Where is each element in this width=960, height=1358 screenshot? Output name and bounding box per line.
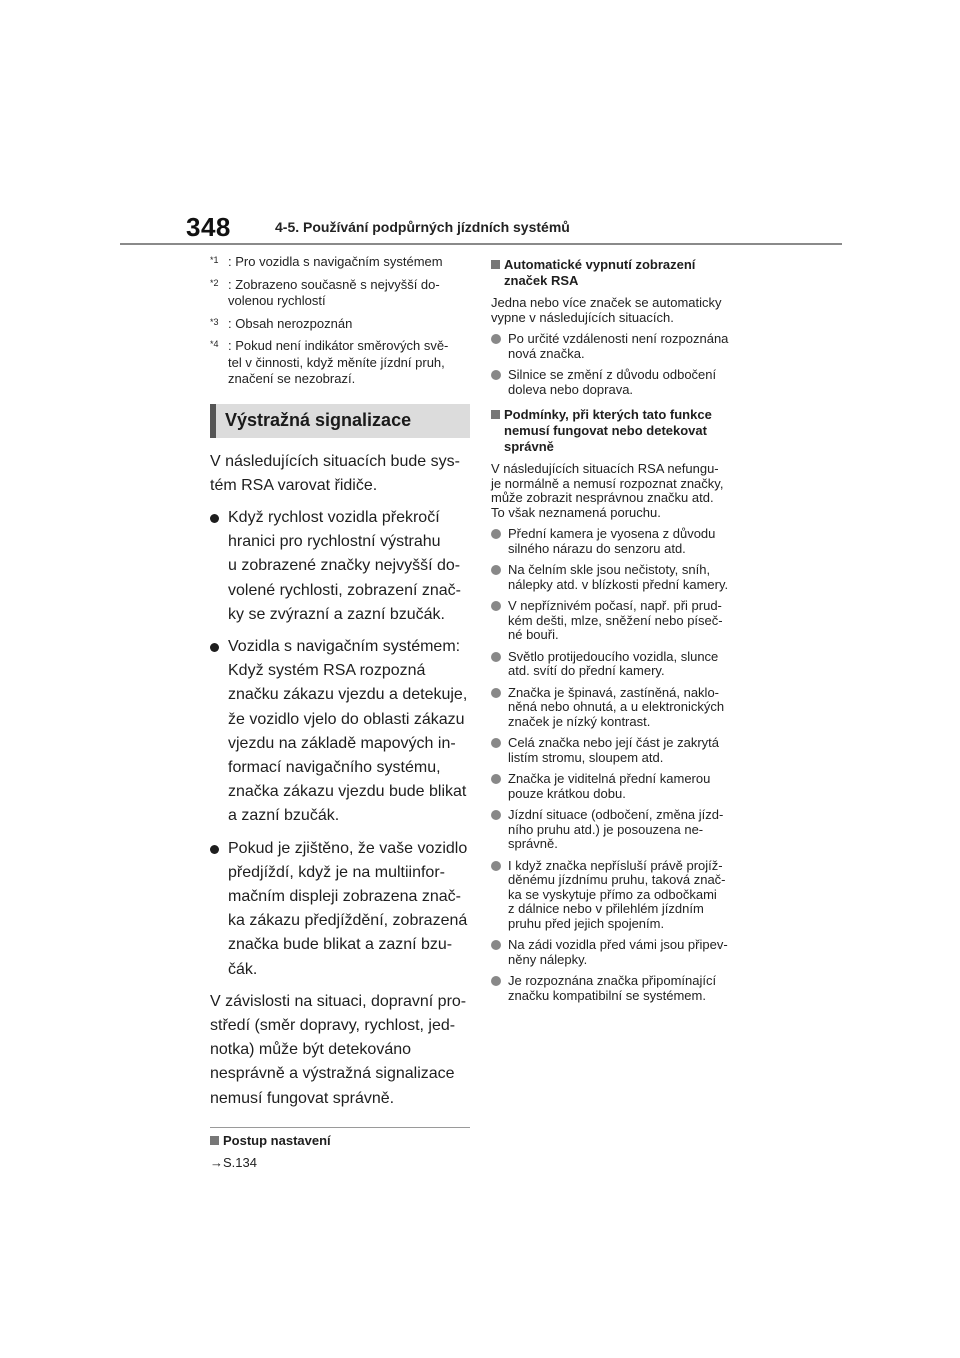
square-bullet-icon [491, 260, 500, 269]
setup-heading [210, 1133, 470, 1149]
page-reference[interactable]: S.134 [223, 1154, 257, 1170]
list-item-text: Jízdní situace (odbočení, změna jízd- ního pruhu atd.) je posouzena ne- správně. [508, 807, 724, 851]
list-item [491, 772, 753, 801]
bullet-icon [210, 845, 219, 854]
divider [210, 1127, 470, 1128]
setup-reference[interactable] [210, 1156, 470, 1171]
list-item-text: Po určité vzdálenosti není rozpoznána nová značka. [508, 331, 729, 361]
footnote-text: : Pokud není indikátor směrových svě- tel v činnosti, když měníte jízdní pruh, značení se nezobrazí. [228, 338, 449, 386]
page-number: 348 [186, 212, 231, 242]
list-item [491, 808, 753, 852]
footnote-mark: *4 [210, 339, 219, 349]
list-item [491, 563, 753, 592]
footnote [210, 277, 470, 310]
warning-intro: V následujících situacích bude sys- tém RSA varovat řidiče. [210, 452, 460, 494]
auto-off-intro: Jedna nebo více značek se automaticky vypne v následujících situacích. [491, 295, 722, 325]
list-item [491, 686, 753, 730]
list-item [210, 506, 470, 627]
left-column [210, 254, 470, 1170]
list-item-text: Na čelním skle jsou nečistoty, sníh, nálepky atd. v blízkosti přední kamery. [508, 562, 729, 592]
list-item-text: Celá značka nebo její část je zakrytá listím stromu, sloupem atd. [508, 735, 719, 765]
bullet-icon [491, 976, 501, 986]
section-heading-warning: Výstražná signalizace [210, 404, 470, 438]
auto-off-heading-text: Automatické vypnutí zobrazení značek RSA [504, 257, 696, 288]
list-item [210, 635, 470, 829]
bullet-icon [491, 940, 501, 950]
arrow-icon: → [210, 1154, 223, 1170]
footnote [210, 254, 470, 271]
list-item [210, 837, 470, 982]
list-item [491, 938, 753, 967]
footnote-text: : Zobrazeno současně s nejvyšší do- volenou rychlostí [228, 276, 440, 308]
bullet-icon [491, 688, 501, 698]
bullet-icon [491, 370, 501, 380]
list-item-text: Přední kamera je vyosena z důvodu silného nárazu do senzoru atd. [508, 526, 716, 556]
list-item-text: I když značka nepřísluší právě projíž- děnému jízdnímu pruhu, taková znač- ka se vyskytuje přímo za odbočkami z dálnice nebo v přilehlém jízdním pruhu před jejich spojením. [508, 857, 726, 931]
list-item-text: Pokud je zjištěno, že vaše vozidlo předjíždí, když je na multiinfor- mačním displeji zobrazena znač- ka zákazu předjíždění, zobrazená značka bude blikat a zazní bzu- čák. [228, 839, 468, 978]
footnote-mark: *2 [210, 277, 219, 288]
list-item-text: Vozidla s navigačním systémem: Když systém RSA rozpozná značku zákazu vjezdu a detekuje, že vozidlo vjelo do oblasti zákazu vjezdu na základě mapových in- formací navigačního systému, značka zákazu vjezdu bude blikat a zazní bzučák. [228, 637, 468, 825]
list-item-text: Když rychlost vozidla překročí hranici pro rychlostní výstrahu u zobrazené značky nejvyšší do- volené rychlosti, zobrazení znač- ky se zvýrazní a zazní bzučák. [228, 508, 461, 623]
footnote-mark: *1 [210, 255, 219, 265]
conditions-heading-text: Podmínky, při kterých tato funkce nemusí fungovat nebo detekovat správně [504, 407, 712, 454]
list-item [491, 527, 753, 556]
setup-heading-text: Postup nastavení [223, 1132, 331, 1148]
list-item-text: Značka je viditelná přední kamerou pouze krátkou dobu. [508, 771, 711, 801]
list-item [491, 736, 753, 765]
list-item [491, 974, 753, 1003]
square-bullet-icon [491, 410, 500, 419]
list-item-text: V nepříznivém počasí, např. při prud- kém dešti, mlze, sněžení nebo píseč- né bouři. [508, 598, 723, 642]
bullet-icon [491, 529, 501, 539]
list-item [491, 332, 753, 361]
page-header [0, 0, 960, 250]
footnote [210, 338, 470, 388]
list-item [491, 368, 753, 397]
bullet-icon [491, 861, 501, 871]
square-bullet-icon [210, 1136, 219, 1145]
bullet-icon [491, 738, 501, 748]
footnote-text: : Pro vozidla s navigačním systémem [228, 254, 443, 269]
list-item-text: Značka je špinavá, zastíněná, naklo- něná nebo ohnutá, a u elektronických značek je nízký kontrast. [508, 684, 725, 729]
list-item [491, 650, 753, 679]
list-item-text: Na zádi vozidla před vámi jsou připev- něny nálepky. [508, 937, 728, 967]
auto-off-heading [491, 257, 753, 289]
bullet-icon [210, 643, 219, 652]
list-item-text: Světlo protijedoucího vozidla, slunce atd. svítí do přední kamery. [508, 648, 719, 678]
chapter-title: 4-5. Používání podpůrných jízdních systémů [275, 219, 570, 235]
list-item [491, 599, 753, 643]
list-item-text: Je rozpoznána značka připomínající značku kompatibilní se systémem. [508, 973, 717, 1003]
right-column [491, 257, 753, 1003]
warning-closing: V závislosti na situaci, dopravní pro- středí (směr dopravy, rychlost, jed- notka) může být detekováno nesprávně a výstražná signalizace nemusí fungovat správně. [210, 992, 467, 1107]
bullet-icon [491, 565, 501, 575]
bullet-icon [491, 601, 501, 611]
footnote-mark: *3 [210, 316, 219, 327]
footnote-text: : Obsah nerozpoznán [228, 315, 353, 331]
bullet-icon [491, 334, 501, 344]
conditions-heading [491, 407, 753, 455]
footnote [210, 316, 470, 333]
conditions-intro: V následujících situacích RSA nefungu- je normálně a nemusí rozpoznat značky, může zobrazit nesprávnou značku atd. To však neznamená poruchu. [491, 461, 724, 520]
header-rule [120, 243, 842, 245]
footnotes [210, 254, 470, 388]
bullet-icon [491, 652, 501, 662]
bullet-icon [491, 774, 501, 784]
list-item-text: Silnice se změní z důvodu odbočení doleva nebo doprava. [508, 367, 717, 397]
bullet-icon [210, 514, 219, 523]
list-item [491, 859, 753, 932]
bullet-icon [491, 810, 501, 820]
